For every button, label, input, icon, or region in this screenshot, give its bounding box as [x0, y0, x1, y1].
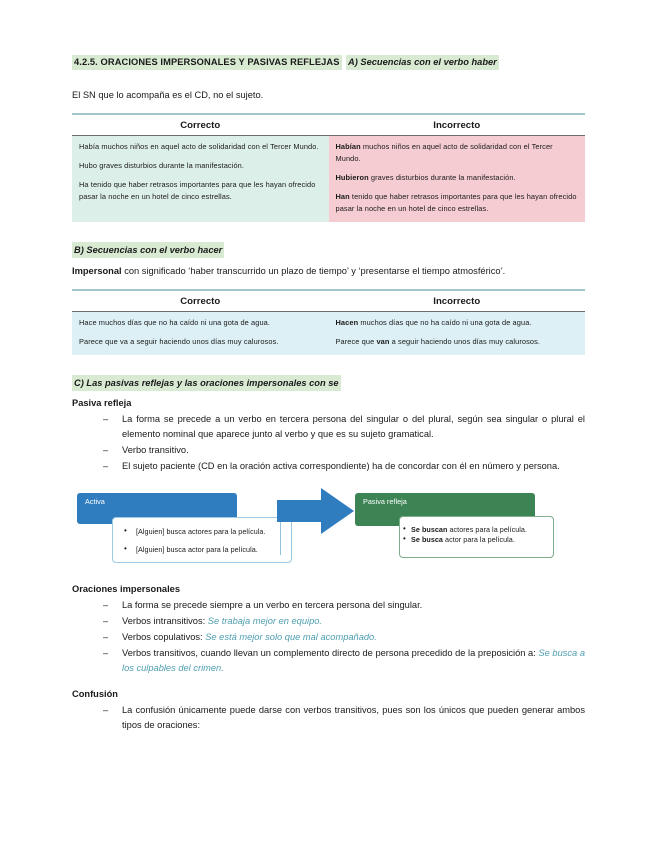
list-item: – La forma se precede siempre a un verbo en tercera persona del singular.	[103, 598, 585, 613]
oraciones-impersonales-list	[72, 598, 585, 676]
oraciones-impersonales-title: Oraciones impersonales	[72, 584, 180, 595]
diagram-passive-label: Pasiva refleja	[355, 493, 535, 526]
list-item: • [Alguien] busca actores para la película.	[113, 527, 291, 536]
confusion-list	[72, 703, 585, 733]
list-item: • Se buscan actores para la película.	[400, 525, 553, 534]
activa-pasiva-diagram	[72, 487, 585, 572]
list-item: – Verbos copulativos: Se está mejor solo que mal acompañado.	[103, 630, 585, 645]
section-a-intro: El SN que lo acompaña es el CD, no el sujeto.	[72, 90, 264, 101]
list-item: – Verbos intransitivos: Se trabaja mejor en equipo.	[103, 614, 585, 629]
table-hacer-cell-correct	[72, 311, 329, 354]
table-row: Hacen muchos días que no ha caído ni una gota de agua.	[335, 317, 532, 327]
table-row: Han tenido que haber retrasos importantes para que les hayan ofrecido pasar la noche en un hotel de cinco estrellas.	[335, 191, 577, 213]
diagram-active-box	[112, 517, 292, 563]
section-a-heading: A) Secuencias con el verbo haber	[346, 55, 499, 71]
table-haber-header-correct: Correcto	[72, 117, 329, 136]
table-haber	[72, 113, 585, 222]
list-item: • [Alguien] busca actor para la película.	[113, 545, 291, 554]
section-b-intro: Impersonal con significado ‘haber transcurrido un plazo de tiempo’ y ‘presentarse el tiempo atmosférico’.	[72, 265, 506, 276]
table-hacer	[72, 289, 585, 355]
right-arrow-icon	[277, 487, 355, 535]
list-item: – Verbos transitivos, cuando llevan un complemento directo de persona precedido de la preposición a: Se busca a los culpables del crimen.	[103, 646, 585, 676]
table-hacer-header-correct: Correcto	[72, 293, 329, 312]
table-haber-header-incorrect: Incorrecto	[329, 117, 586, 136]
pasiva-refleja-title: Pasiva refleja	[72, 397, 132, 408]
table-row: Parece que van a seguir haciendo unos días muy calurosos.	[335, 336, 541, 346]
table-hacer-header-incorrect: Incorrecto	[329, 293, 586, 312]
pasiva-refleja-list	[72, 412, 585, 474]
diagram-passive-box	[399, 516, 554, 558]
table-haber-cell-correct	[72, 135, 329, 221]
table-row: Ha tenido que haber retrasos importantes para que les hayan ofrecido pasar la noche en un hotel de cinco estrellas.	[79, 179, 316, 201]
table-row: Hubieron graves disturbios durante la manifestación.	[335, 172, 516, 182]
section-c-heading: C) Las pasivas reflejas y las oraciones impersonales con se	[72, 375, 341, 391]
page-title: 4.2.5. ORACIONES IMPERSONALES Y PASIVAS REFLEJAS	[72, 55, 342, 71]
diagram-active-label: Activa	[77, 493, 237, 524]
section-b-heading: B) Secuencias con el verbo hacer	[72, 242, 224, 258]
table-row: Habían muchos niños en aquel acto de solidaridad con el Tercer Mundo.	[335, 141, 553, 163]
list-item: – La forma se precede a un verbo en tercera persona del singular o del plural, según sea singular o plural el elemento nominal que aparece junto al verbo y que es su sujeto gramatical.	[103, 412, 585, 442]
table-haber-cell-incorrect	[329, 135, 586, 221]
table-hacer-cell-incorrect	[329, 311, 586, 354]
list-item: – Verbo transitivo.	[103, 443, 585, 458]
table-row: Parece que va a seguir haciendo unos días muy calurosos.	[79, 336, 279, 346]
table-row: Había muchos niños en aquel acto de solidaridad con el Tercer Mundo.	[79, 141, 319, 151]
list-item: – La confusión únicamente puede darse con verbos transitivos, pues son los únicos que pueden generar ambos tipos de oraciones:	[103, 703, 585, 733]
confusion-title: Confusión	[72, 689, 118, 700]
table-row: Hace muchos días que no ha caído ni una gota de agua.	[79, 317, 271, 327]
list-item: – El sujeto paciente (CD en la oración activa correspondiente) ha de concordar con él en número y persona.	[103, 459, 585, 474]
table-row: Hubo graves disturbios durante la manifestación.	[79, 160, 245, 170]
list-item: • Se busca actor para la película.	[400, 535, 553, 544]
